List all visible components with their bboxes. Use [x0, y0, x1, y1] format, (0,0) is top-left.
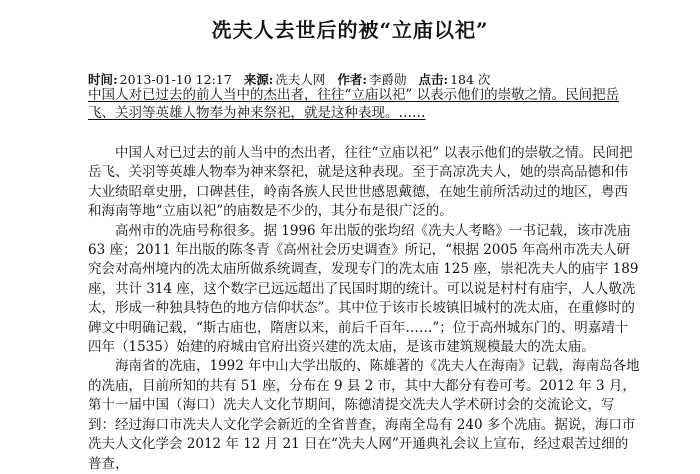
- paragraph: 高州市的冼庙号称很多。据 1996 年出版的张均绍《冼夫人考略》一书记载，该市冼庙 63 座；2011 年出版的陈冬青《高州社会历史调查》所记，“根据 2005 年高州市冼夫人研究会对高州境内的冼太庙所做系统调查，发现专门的冼太庙 125 座，崇祀冼夫人的庙宇 189 座，共计 314 座，这个数字已远远超出了民国时期的统计。可以说是村村有庙宇，人人敬冼太，形成一种独具特色的地方信仰状态”。其中位于该市长坡镇旧城村的冼太庙，在重修时的碑文中明确记载，“斯古庙也，隋唐以来，前后千百年……”；位于高州城东门的、明嘉靖十四年（1535）始建的府城由官府出资兴建的冼太庙，是该市建筑规模最大的冼太庙。: [88, 222, 639, 356]
- clicks-label: 点击:: [418, 72, 449, 87]
- article-title: 冼夫人去世后的被“立庙以祀”: [211, 18, 489, 42]
- time-label: 时间:: [88, 72, 118, 87]
- author-label: 作者:: [337, 72, 367, 87]
- summary-text: 中国人对已过去的前人当中的杰出者，往往“立庙以祀” 以表示他们的崇敬之情。民间把岳飞、关羽等英雄人物奉为神来祭祀，就是这种表现。……: [88, 87, 620, 121]
- clicks-value: 184 次: [450, 72, 491, 87]
- source-label: 来源:: [243, 72, 274, 87]
- author-value: 李爵勋: [368, 72, 407, 87]
- source-value: 冼夫人网: [275, 72, 326, 87]
- article-body: [88, 144, 640, 474]
- time-value: 2013-01-10 12:17: [119, 72, 232, 87]
- article-summary: [88, 86, 636, 122]
- paragraph: 海南省的冼庙，1992 年中山大学出版的、陈雄著的《冼夫人在海南》记载，海南岛各地的冼庙，目前所知的共有 51 座，分布在 9 县 2 市，其中大都分有卷可考。2012 年 3 月，第十一届中国（海口）冼夫人文化节期间，陈德清提交冼夫人学术研讨会的交流论文，写到：经过海口市冼夫人文化学会新近的全省普查，海南全岛有 240 多个冼庙。据说，海口市冼夫人文化学会 2012 年 12 月 21 日在“冼夫人网”开通典礼会议上宣布，经过艰苦过细的普查，: [88, 358, 640, 472]
- paragraph: 中国人对已过去的前人当中的杰出者，往往“立庙以祀” 以表示他们的崇敬之情。民间把岳飞、关羽等英雄人物奉为神来祭祀，就是这种表现。至于高凉冼夫人，她的崇高品德和伟大业绩昭章史册，口碑甚佳，岭南各族人民世世感恩戴德，在她生前所活动过的地区，粤西和海南等地“立庙以祀”的庙数是不少的，其分布是很广泛的。: [88, 145, 633, 220]
